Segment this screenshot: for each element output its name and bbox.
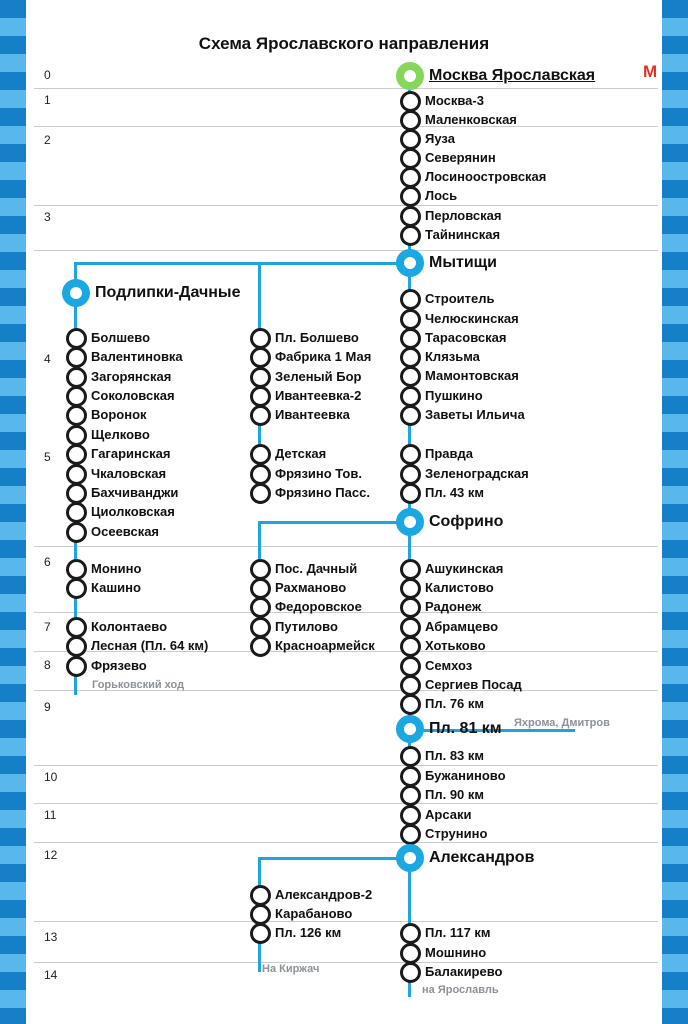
zone-separator (34, 765, 658, 766)
stripe-band (662, 396, 688, 414)
station-label: Соколовская (91, 388, 175, 403)
station-circle (66, 522, 87, 543)
station-label: Семхоз (425, 658, 473, 673)
stripe-band (662, 108, 688, 126)
station-label: Чкаловская (91, 466, 167, 481)
interchange-circle (396, 62, 424, 90)
stripe-band (0, 918, 26, 936)
stripe-band (662, 540, 688, 558)
station-circle (66, 405, 87, 426)
stripe-band (0, 432, 26, 450)
stripe-band (662, 162, 688, 180)
station-circle (250, 597, 271, 618)
station-circle (400, 656, 421, 677)
station-circle (66, 578, 87, 599)
stripe-band (662, 54, 688, 72)
stripe-band (662, 324, 688, 342)
stripe-band (0, 522, 26, 540)
scheme-title: Схема Ярославского направления (198, 34, 490, 53)
stripe-band (662, 594, 688, 612)
station-circle (400, 636, 421, 657)
right-stripe-border (662, 0, 688, 1024)
stripe-band (662, 846, 688, 864)
stripe-band (0, 738, 26, 756)
stripe-band (0, 504, 26, 522)
note-yaroslavl: на Ярославль (422, 984, 499, 996)
stripe-band (662, 792, 688, 810)
station-label: Сергиев Посад (425, 677, 522, 692)
station-circle (400, 206, 421, 227)
stripe-band (0, 954, 26, 972)
station-label: Путилово (275, 619, 338, 634)
station-circle (400, 923, 421, 944)
stripe-band (0, 414, 26, 432)
station-label: Мытищи (429, 254, 497, 271)
stripe-band (0, 540, 26, 558)
zone-number: 13 (44, 930, 58, 944)
station-label: Москва Ярославская (429, 67, 596, 84)
station-label: Пл. 76 км (425, 696, 485, 711)
stripe-band (662, 504, 688, 522)
station-label: Арсаки (425, 807, 472, 822)
station-label: Хотьково (425, 638, 486, 653)
station-circle (400, 444, 421, 465)
station-circle (400, 675, 421, 696)
zone-separator (34, 842, 658, 843)
interchange-circle (396, 844, 424, 872)
station-circle (400, 91, 421, 112)
station-label: Челюскинская (425, 311, 519, 326)
stripe-band (662, 414, 688, 432)
stripe-band (662, 810, 688, 828)
station-circle (250, 405, 271, 426)
station-circle (400, 597, 421, 618)
station-label: Софрино (429, 513, 504, 530)
station-circle (400, 559, 421, 580)
stripe-band (0, 990, 26, 1008)
zone-number: 8 (44, 658, 51, 672)
zone-number: 7 (44, 620, 51, 634)
station-circle (250, 578, 271, 599)
station-circle (250, 559, 271, 580)
stripe-band (0, 234, 26, 252)
stripe-band (0, 558, 26, 576)
station-label: Фрязино Пасс. (275, 485, 370, 500)
station-circle (250, 347, 271, 368)
station-label: Северянин (425, 150, 496, 165)
station-label: Зеленый Бор (275, 369, 362, 384)
station-label: Балакирево (425, 964, 503, 979)
station-label: Правда (425, 446, 473, 461)
station-label: Александров (429, 849, 535, 866)
stripe-band (662, 342, 688, 360)
stripe-band (0, 648, 26, 666)
stripe-band (0, 486, 26, 504)
station-label: Ивантеевка (275, 407, 350, 422)
station-circle (66, 444, 87, 465)
station-circle (66, 483, 87, 504)
station-label: Гагаринская (91, 446, 171, 461)
station-label: Фрязево (91, 658, 147, 673)
zone-number: 14 (44, 968, 58, 982)
stripe-band (662, 558, 688, 576)
zone-separator (34, 546, 658, 547)
stripe-band (662, 522, 688, 540)
station-circle (66, 636, 87, 657)
stripe-band (0, 288, 26, 306)
station-label: Мамонтовская (425, 368, 519, 383)
station-circle (250, 885, 271, 906)
station-circle (66, 559, 87, 580)
station-label: Загорянская (91, 369, 172, 384)
station-circle (250, 483, 271, 504)
station-label: Детская (275, 446, 327, 461)
left-stripe-border (0, 0, 26, 1024)
stripe-band (662, 882, 688, 900)
zone-number: 4 (44, 352, 51, 366)
interchange-circle (396, 715, 424, 743)
station-label: Валентиновка (91, 349, 183, 364)
station-label: Маленковская (425, 112, 517, 127)
metro-m-icon: M (643, 62, 658, 81)
stripe-band (0, 846, 26, 864)
stripe-band (0, 270, 26, 288)
stripe-band (662, 468, 688, 486)
stripe-band (0, 306, 26, 324)
station-circle (400, 167, 421, 188)
stripe-band (0, 720, 26, 738)
stripe-band (662, 828, 688, 846)
station-label: Бужаниново (425, 768, 506, 783)
station-circle (400, 405, 421, 426)
zone-number: 12 (44, 848, 58, 862)
stripe-band (662, 936, 688, 954)
station-label: Циолковская (91, 504, 175, 519)
stripe-band (0, 792, 26, 810)
station-label: Колонтаево (91, 619, 168, 634)
stripe-band (662, 90, 688, 108)
zone-separator (34, 803, 658, 804)
station-label: Перловская (425, 208, 502, 223)
station-label: Строитель (425, 291, 495, 306)
station-label: Пл. 90 км (425, 787, 485, 802)
stripe-band (662, 666, 688, 684)
zone-separator (34, 962, 658, 963)
station-circle (400, 309, 421, 330)
station-circle (400, 110, 421, 131)
stripe-band (662, 612, 688, 630)
station-circle (400, 464, 421, 485)
zone-separator (34, 250, 658, 251)
stripe-band (662, 216, 688, 234)
stripe-band (0, 252, 26, 270)
note-dmitrov: Яхрома, Дмитров (514, 717, 610, 729)
station-circle (66, 367, 87, 388)
zone-number: 6 (44, 555, 51, 569)
stripe-band (662, 144, 688, 162)
station-label: Подлипки-Дачные (95, 284, 241, 301)
zone-separator (34, 126, 658, 127)
station-circle (400, 483, 421, 504)
station-label: Пл. 81 км (429, 720, 502, 737)
station-label: Федоровское (275, 599, 362, 614)
track-segment (258, 857, 410, 860)
stripe-band (662, 864, 688, 882)
station-circle (400, 943, 421, 964)
stripe-band (0, 180, 26, 198)
stripe-band (0, 882, 26, 900)
stripe-band (662, 972, 688, 990)
station-circle (400, 785, 421, 806)
interchange-circle (396, 249, 424, 277)
station-circle (66, 425, 87, 446)
station-label: Абрамцево (425, 619, 499, 634)
zone-number: 0 (44, 68, 51, 82)
stripe-band (0, 576, 26, 594)
stripe-band (662, 450, 688, 468)
station-circle (66, 347, 87, 368)
stripe-band (662, 432, 688, 450)
station-label: Карабаново (275, 906, 353, 921)
stripe-band (662, 900, 688, 918)
station-label: Москва-3 (425, 93, 484, 108)
zone-separator (34, 88, 658, 89)
station-circle (250, 636, 271, 657)
stripe-band (662, 180, 688, 198)
stripe-band (662, 648, 688, 666)
stripe-band (0, 900, 26, 918)
station-circle (66, 386, 87, 407)
station-label: Тарасовская (425, 330, 507, 345)
stripe-band (0, 378, 26, 396)
station-circle (400, 148, 421, 169)
station-label: Тайнинская (425, 227, 501, 242)
stripe-band (0, 108, 26, 126)
station-label: Мошнино (425, 945, 487, 960)
station-label: Лось (425, 188, 458, 203)
stripe-band (662, 756, 688, 774)
station-label: Фабрика 1 Мая (275, 349, 372, 364)
stripe-band (0, 612, 26, 630)
stripe-band (662, 684, 688, 702)
station-label: Яуза (425, 131, 455, 146)
station-label: Лосиноостровская (425, 169, 547, 184)
station-label: Александров-2 (275, 887, 373, 902)
interchange-circle (396, 508, 424, 536)
station-label: Кашино (91, 580, 141, 595)
stripe-band (0, 684, 26, 702)
station-label: Пушкино (425, 388, 483, 403)
track-segment (74, 262, 410, 265)
station-label: Лесная (Пл. 64 км) (91, 638, 209, 653)
station-label: Воронок (91, 407, 147, 422)
station-label: Ивантеевка-2 (275, 388, 362, 403)
stripe-band (0, 972, 26, 990)
station-label: Красноармейск (275, 638, 375, 653)
stripe-band (0, 198, 26, 216)
zone-number: 2 (44, 133, 51, 147)
stripe-band (662, 306, 688, 324)
station-label: Заветы Ильича (425, 407, 525, 422)
stripe-band (662, 720, 688, 738)
stripe-band (0, 756, 26, 774)
stripe-band (662, 72, 688, 90)
station-label: Струнино (425, 826, 488, 841)
stripe-band (662, 738, 688, 756)
stripe-band (0, 1008, 26, 1024)
stripe-band (0, 810, 26, 828)
stripe-band (0, 0, 26, 18)
stripe-band (0, 702, 26, 720)
stripe-band (662, 252, 688, 270)
zone-number: 11 (44, 808, 57, 822)
station-label: Пл. 83 км (425, 748, 485, 763)
station-circle (400, 386, 421, 407)
stripe-band (662, 288, 688, 306)
stripe-band (0, 666, 26, 684)
stripe-band (662, 378, 688, 396)
station-circle (400, 766, 421, 787)
stripe-band (0, 324, 26, 342)
station-label: Рахманово (275, 580, 347, 595)
stripe-band (662, 774, 688, 792)
station-circle (400, 186, 421, 207)
stripe-band (0, 72, 26, 90)
station-circle (66, 617, 87, 638)
stripe-band (662, 270, 688, 288)
stripe-band (0, 360, 26, 378)
stripe-band (662, 954, 688, 972)
station-circle (400, 347, 421, 368)
zone-number: 3 (44, 210, 51, 224)
station-circle (400, 289, 421, 310)
station-label: Пл. 43 км (425, 485, 485, 500)
station-circle (400, 366, 421, 387)
station-circle (250, 328, 271, 349)
station-circle (400, 225, 421, 246)
station-circle (250, 367, 271, 388)
stripe-band (0, 126, 26, 144)
interchange-circle (62, 279, 90, 307)
station-circle (66, 502, 87, 523)
station-label: Пос. Дачный (275, 561, 358, 576)
station-circle (400, 578, 421, 599)
track-segment (258, 521, 410, 524)
station-label: Бахчиванджи (91, 485, 179, 500)
station-circle (400, 617, 421, 638)
station-label: Калистово (425, 580, 494, 595)
stripe-band (662, 702, 688, 720)
stripe-band (0, 342, 26, 360)
stripe-band (662, 198, 688, 216)
station-label: Щелково (91, 427, 150, 442)
stripe-band (0, 450, 26, 468)
station-label: Монино (91, 561, 142, 576)
station-circle (400, 962, 421, 983)
station-circle (400, 805, 421, 826)
station-circle (400, 746, 421, 767)
station-label: Осеевская (91, 524, 160, 539)
station-label: Пл. 117 км (425, 925, 491, 940)
station-label: Радонеж (425, 599, 482, 614)
station-circle (400, 694, 421, 715)
stripe-band (662, 360, 688, 378)
stripe-band (0, 162, 26, 180)
stripe-band (0, 864, 26, 882)
station-label: Клязьма (425, 349, 480, 364)
stripe-band (662, 486, 688, 504)
zone-separator (34, 205, 658, 206)
stripe-band (662, 990, 688, 1008)
station-label: Пл. Болшево (275, 330, 359, 345)
station-circle (250, 386, 271, 407)
station-circle (400, 129, 421, 150)
station-circle (66, 328, 87, 349)
stripe-band (662, 0, 688, 18)
station-circle (400, 328, 421, 349)
station-circle (250, 904, 271, 925)
stripe-band (0, 936, 26, 954)
zone-number: 9 (44, 700, 51, 714)
zone-number: 1 (44, 93, 51, 107)
stripe-band (0, 774, 26, 792)
station-circle (400, 824, 421, 845)
station-circle (250, 444, 271, 465)
zone-number: 10 (44, 770, 58, 784)
station-label: Ашукинская (425, 561, 504, 576)
stripe-band (0, 594, 26, 612)
note-kirzhach: На Киржач (262, 963, 320, 975)
stripe-band (662, 126, 688, 144)
station-label: Фрязино Тов. (275, 466, 362, 481)
stripe-band (0, 396, 26, 414)
stripe-band (662, 234, 688, 252)
station-label: Зеленоградская (425, 466, 529, 481)
stripe-band (0, 144, 26, 162)
station-circle (250, 464, 271, 485)
station-circle (250, 923, 271, 944)
stripe-band (0, 468, 26, 486)
zone-number: 5 (44, 450, 51, 464)
stripe-band (0, 216, 26, 234)
stripe-band (0, 630, 26, 648)
station-label: Пл. 126 км (275, 925, 342, 940)
stripe-band (0, 54, 26, 72)
stripe-band (0, 90, 26, 108)
stripe-band (0, 828, 26, 846)
station-circle (250, 617, 271, 638)
station-label: Болшево (91, 330, 151, 345)
stripe-band (662, 630, 688, 648)
stripe-band (662, 576, 688, 594)
station-circle (66, 656, 87, 677)
station-circle (66, 464, 87, 485)
note-gorky: Горьковский ход (92, 679, 185, 691)
stripe-band (662, 918, 688, 936)
stripe-band (662, 1008, 688, 1024)
